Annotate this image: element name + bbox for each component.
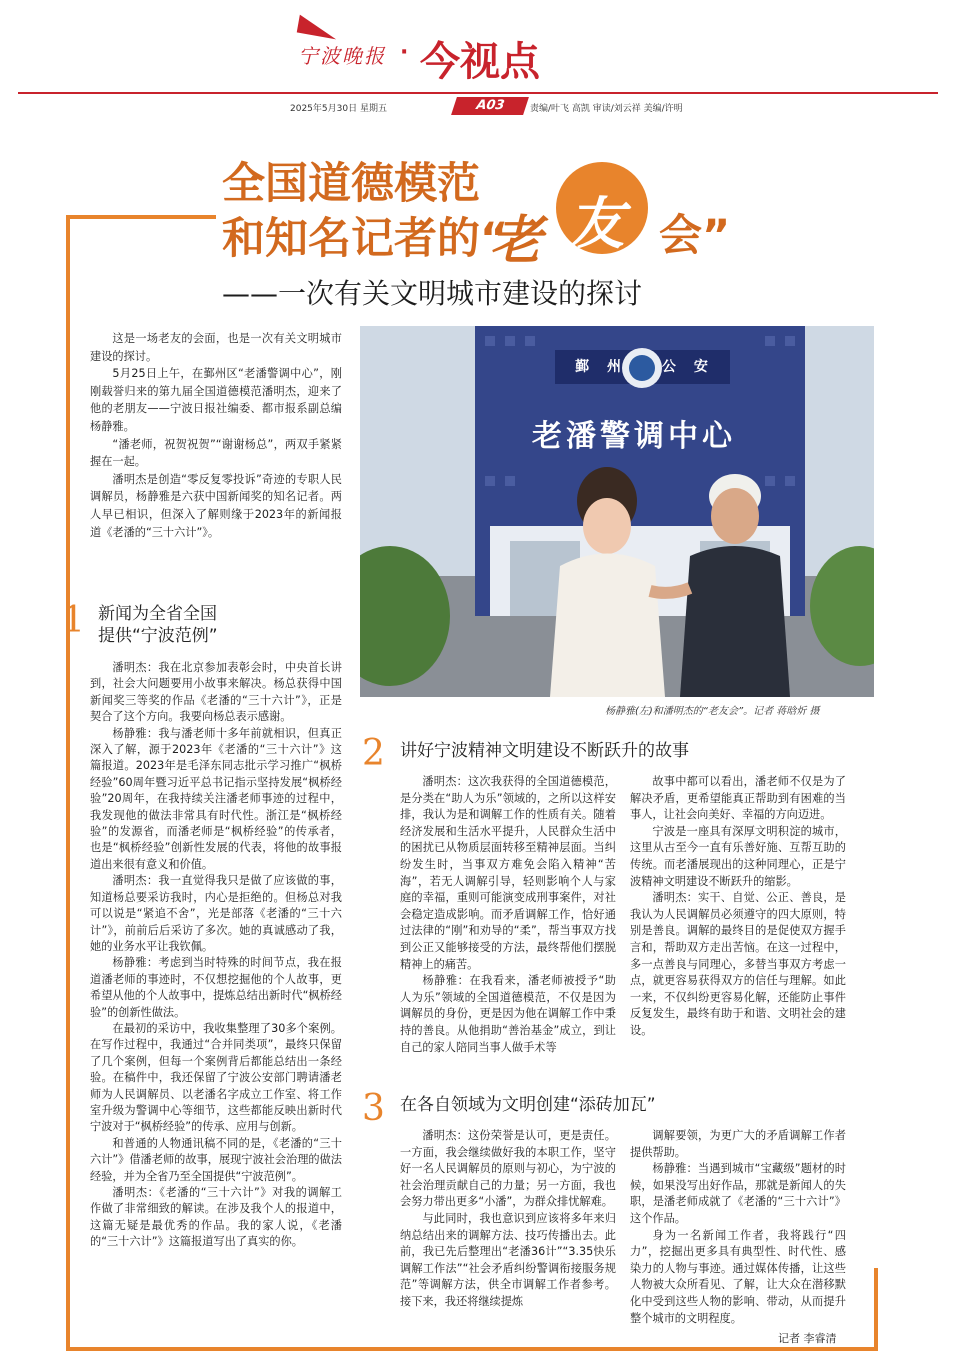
section3-col2 [630,1128,846,1327]
section3-byline: 记者 李睿清 [778,1332,837,1345]
intro-paragraph: 潘明杰是创造“零反复零投诉”奇迹的专职人民调解员，杨静雅是六获中国新闻奖的知名记者。两人早已相识，但深入了解则缘于2023年的新闻报道《老潘的“三十六计”》。 [90,472,342,539]
page-number: A03 [451,97,529,115]
section2-number: 2 [362,733,385,774]
section1-body [90,660,342,1251]
section3-title: 在各自领域为文明创建“添砖加瓦” [400,1095,656,1115]
intro-text [90,330,342,541]
section2-paragraph: 杨静雅：在我看来，潘老师被授予“助人为乐”领域的全国道德模范，不仅是因为调解员的身份，更是因为他在调解工作中秉持的善良。从他捐助“善治基金”成立，到让自己的家人陪同当事人做手术等 [400,974,616,1054]
section2-paragraph: 故事中都可以看出，潘老师不仅是为了解决矛盾，更希望能真正帮助到有困难的当事人，让社会向美好、幸福的方向迈进。 [630,775,846,822]
photo-caption: 杨静雅(左)和潘明杰的“老友会”。记者 蒋晗炘 摄 [605,706,820,717]
section1-paragraph: 潘明杰：《老潘的“三十六计”》对我的调解工作做了非常细致的解读。在涉及我个人的报道中，这篇无疑是最优秀的作品。我的家人说，《老潘的“三十六计”》这篇报道写出了真实的你。 [90,1186,342,1249]
section1-paragraph: 潘明杰：我在北京参加表彰会时，中央首长讲到，社会大问题要用小故事来解决。杨总获得中国新闻奖三等奖的作品《老潘的“三十六计”》，正是契合了这个方向。我要向杨总表示感谢。 [90,661,342,724]
headline-line2-prefix: 和知名记者的“ [222,214,509,264]
section3-paragraph: 潘明杰：这份荣誉是认可，更是责任。一方面，我会继续做好我的本职工作，坚守好一名人民调解员的原则与初心，为宁波的社会治理贡献自己的力量；另一方面，我也会努力带出更多“小潘”，为群众排忧解难。 [400,1129,616,1209]
headline-line2-suffix: 会” [659,211,731,261]
frame-bottom [66,1347,878,1351]
section1-paragraph: 和普通的人物通讯稿不同的是，《老潘的“三十六计”》借潘老师的故事，展现宁波社会治理的做法经验，并为全省乃至全国提供“宁波范例”。 [90,1136,342,1183]
section1-title-line1: 新闻为全省全国 [98,604,217,624]
section1-title-line2: 提供“宁波范例” [98,626,218,646]
section1-title [98,603,218,647]
headline-big-char2: 友 [568,191,624,257]
headline-subtitle: ——一次有关文明城市建设的探讨 [222,277,643,310]
section1-paragraph: 潘明杰：我一直觉得我只是做了应该做的事，知道杨总要采访我时，内心是拒绝的。但杨总对我可以说是“紧追不舍”，光是部落《老潘的“三十六计”》，前前后后采访了多次。她的真诚感动了我，她的业务水平让我钦佩。 [90,874,342,953]
section3-paragraph: 与此同时，我也意识到应该将多年来归纳总结出来的调解方法、技巧传播出去。此前，我已先后整理出“老潘36计”“3.35快乐调解工作法”“社会矛盾纠纷警调衔接服务规范”等调解方法，供全市调解工作者参考。接下来，我还将继续提炼 [400,1211,616,1308]
news-photo [360,326,874,697]
section1-paragraph: 杨静雅：考虑到当时特殊的时间节点，我在报道潘老师的事迹时，不仅想挖掘他的个人故事，更希望从他的个人故事中，提炼总结出新时代“枫桥经验”的创新性做法。 [90,956,342,1019]
section2-col1 [400,774,616,1056]
intro-paragraph: “潘老师，祝贺祝贺”“谢谢杨总”，两双手紧紧握在一起。 [90,437,342,469]
editors-line: 责编/叶飞 高凯 审读/刘云祥 美编/许明 [530,104,683,114]
sign-main-text: 老潘警调中心 [532,419,736,454]
frame-left [66,215,70,1351]
section2-paragraph: 宁波是一座具有深厚文明积淀的城市，这里从古至今一直有乐善好施、互帮互助的传统。而老潘展现出的这种同理心，正是宁波精神文明建设不断跃升的缩影。 [630,824,846,888]
masthead-separator: · [400,40,409,65]
section3-paragraph: 调解要领，为更广大的矛盾调解工作者提供帮助。 [630,1129,846,1159]
section1-paragraph: 在最初的采访中，我收集整理了30多个案例。在写作过程中，我通过“合并同类项”，最终只保留了几个案例，但每一个案例背后都能总结出一条经验。在稿件中，我还保留了宁波公安部门聘请潘老师为人民调解员、以老潘名字成立工作室、将工作室升级为警调中心等细节，这些都能反映出新时代宁波对于“枫桥经验”的传承、应用与创新。 [90,1021,342,1134]
section2-title: 讲好宁波精神文明建设不断跃升的故事 [400,741,689,761]
headline-big-char1: 老 [490,210,543,271]
headline-line1: 全国道德模范 [222,159,480,209]
sign-top-text: 鄞州 公安 [575,359,726,375]
section3-col1 [400,1128,616,1311]
masthead-rule [18,92,938,94]
section1-paragraph: 杨静雅：我与潘老师十多年前就相识，但真正深入了解，源于2023年《老潘的“三十六计”》这篇报道。2023年是毛泽东同志批示学习推广“枫桥经验”60周年暨习近平总书记指示坚持发展“枫桥经验”20周年，在我持续关注潘老师事迹的过程中，我发现他的做法非常具有时代性。浙江是“枫桥经验”的发源省，而潘老师是“枫桥经验”的传承者，也是“枫桥经验”创新性发展的代表，将他的故事报道出来很有意义和价值。 [90,726,342,871]
paper-name: 宁波晚报 [298,44,386,68]
section1-number: 1 [62,600,85,641]
frame-top [66,215,216,219]
section-title: 今视点 [420,39,540,85]
frame-right [874,1268,878,1351]
section3-paragraph: 杨静雅：当遇到城市“宝藏级”题材的时候，如果没写出好作品，那就是新闻人的失职，是潘老师成就了《老潘的“三十六计”》这个作品。 [630,1162,846,1225]
photo-illustration [360,326,874,697]
section2-col2 [630,774,846,1040]
section2-paragraph: 潘明杰：实干、自觉、公正、善良，是我认为人民调解员必须遵守的四大原则，特别是善良。调解的最终目的是促使双方握手言和，帮助双方走出苦恼。在这一过程中，多一点善良与同理心，多替当事双方考虑一点，就更容易获得双方的信任与理解。如此一来，不仅纠纷更容易化解，还能防止事件反复发生，最终有助于和谐、文明社会的建设。 [630,891,846,1037]
section3-paragraph: 身为一名新闻工作者，我将践行“四力”，挖掘出更多具有典型性、时代性、感染力的人物与事迹。通过媒体传播，让这些人物被大众所看见、了解，让大众在潜移默化中受到这些人物的影响、带动，从而提升整个城市的文明程度。 [630,1228,846,1325]
intro-paragraph: 这是一场老友的会面，也是一次有关文明城市建设的探讨。 [90,332,342,363]
section2-paragraph: 潘明杰：这次我获得的全国道德模范，是分类在“助人为乐”领域的，之所以这样安排，我认为是和调解工作的性质有关。随着经济发展和生活水平提升，人民群众生活中的困扰已从物质层面转移至精神层面。当纠纷发生时，当事双方难免会陷入精神“苦海”，若无人调解引导，轻则影响个人与家庭的幸福，重则可能演变成刑事案件，对社会稳定造成影响。而矛盾调解工作，恰好通过法律的“刚”和劝导的“柔”，帮当事双方找到公正又能够接受的方法，最终帮他们摆脱精神上的痛苦。 [400,775,616,971]
date-line: 2025年5月30日 星期五 [290,104,387,114]
section3-number: 3 [362,1088,385,1129]
masthead-wedge [297,15,340,40]
intro-paragraph: 5月25日上午，在鄞州区“老潘警调中心”，刚刚载誉归来的第九届全国道德模范潘明杰，迎来了他的老朋友——宁波日报社编委、都市报系副总编杨静雅。 [90,367,342,433]
